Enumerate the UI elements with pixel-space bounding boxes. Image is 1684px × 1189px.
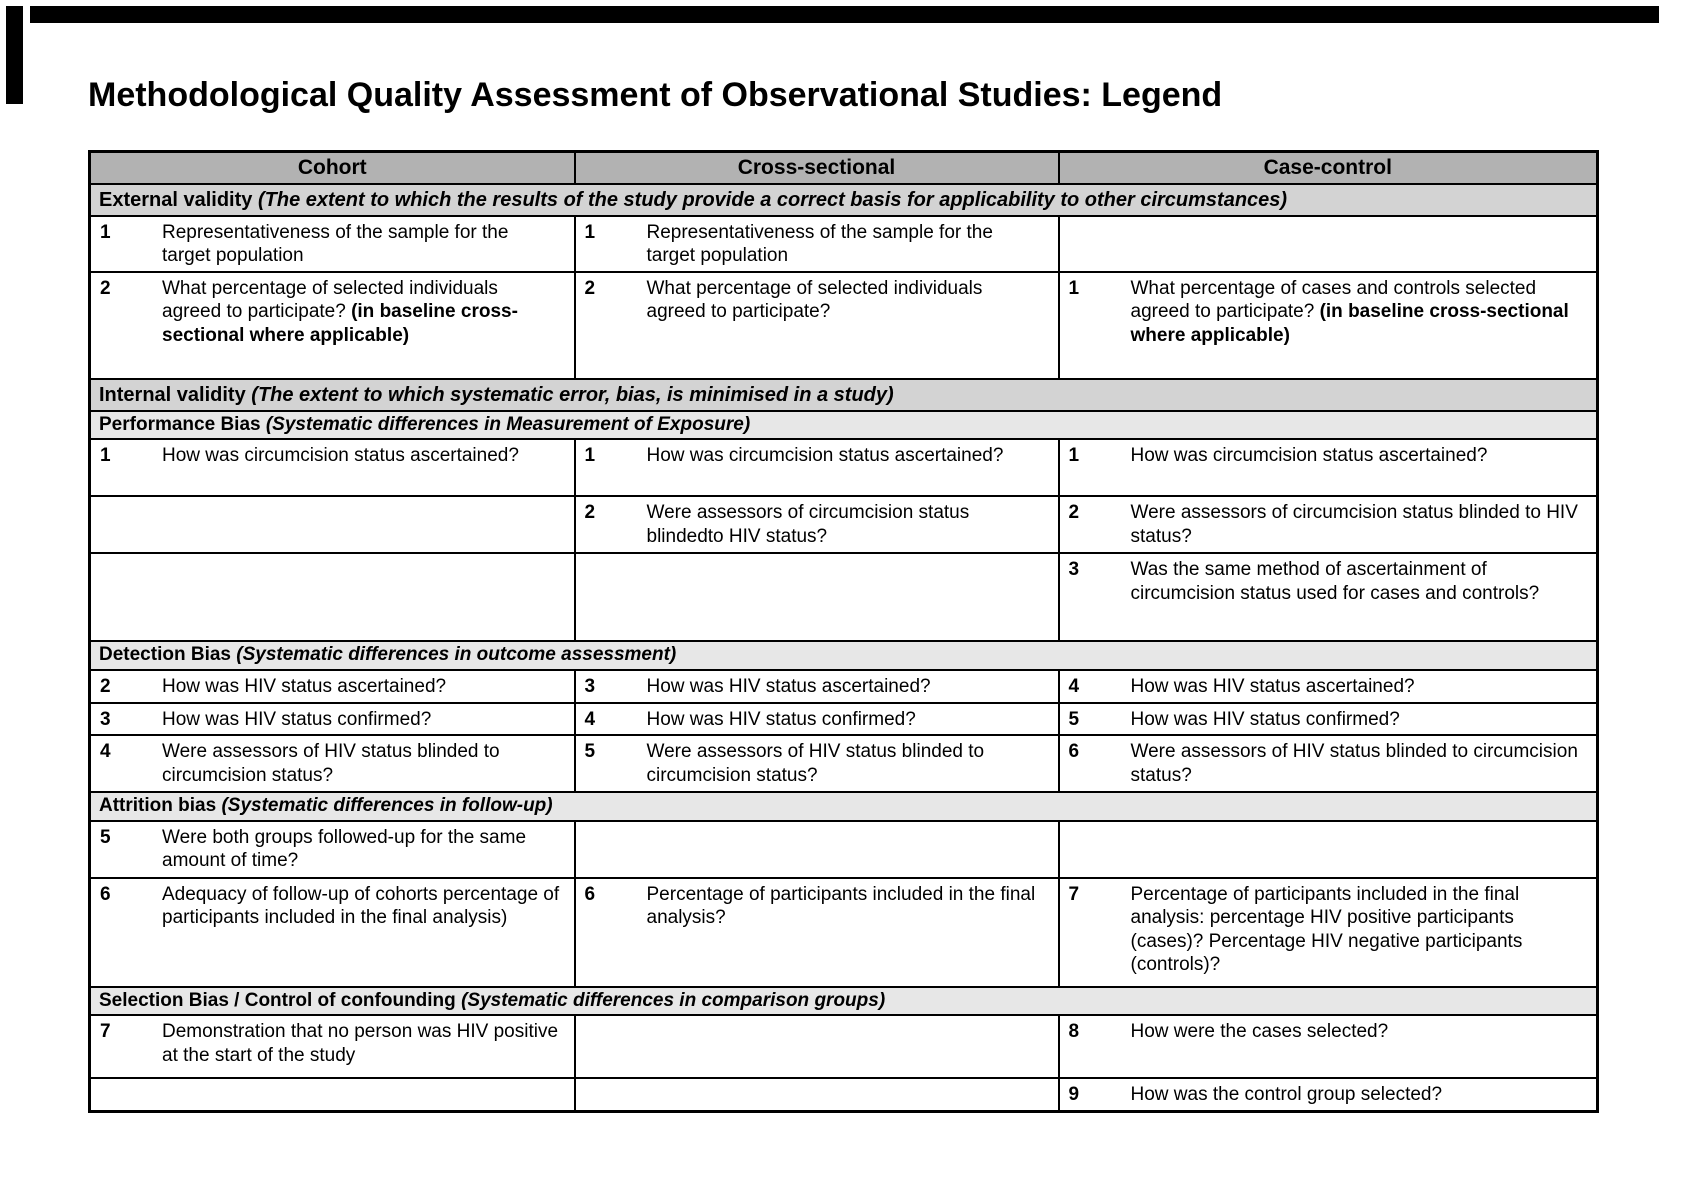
item-number: 1 <box>584 445 596 467</box>
item-number: 3 <box>1068 559 1080 581</box>
page-title: Methodological Quality Assessment of Observational Studies: Legend <box>88 76 1223 114</box>
item-text: How was HIV status ascertained? <box>1130 675 1415 697</box>
item-text: How were the cases selected? <box>1130 1021 1389 1043</box>
item-text: How was HIV status ascertained? <box>646 675 931 697</box>
table-row <box>90 496 1598 553</box>
item-text: Were both groups followed-up for the same amount of time? <box>162 826 527 872</box>
section-description: (Systematic differences in outcome assessment) <box>236 644 677 666</box>
item-number: 1 <box>100 445 111 467</box>
section-description: (Systematic differences in Measurement of Exposure) <box>265 413 751 435</box>
item-number: 3 <box>100 708 111 730</box>
table-cell <box>1059 216 1598 272</box>
table-cell <box>1059 703 1598 736</box>
item-number: 4 <box>100 741 111 763</box>
item-number: 9 <box>1068 1084 1080 1106</box>
item-text: What percentage of cases and controls selected agreed to participate? (in baseline cross-sectional where applicable) <box>1130 277 1569 346</box>
item-number: 1 <box>100 221 111 243</box>
item-number: 5 <box>100 826 111 848</box>
scan-artifact-top-bar <box>30 6 1659 23</box>
section-banner-attrition-bias <box>90 792 1598 821</box>
item-text: Was the same method of ascertainment of circumcision status used for cases and controls? <box>1130 559 1540 604</box>
item-text: Were assessors of circumcision status blindedto HIV status? <box>646 502 970 547</box>
item-number: 2 <box>1068 502 1080 524</box>
item-text: How was circumcision status ascertained? <box>162 445 519 467</box>
table-cell <box>90 439 575 496</box>
item-number: 1 <box>1068 277 1080 299</box>
table-cell <box>575 216 1059 272</box>
item-number: 4 <box>584 708 596 730</box>
section-label: External validity <box>99 188 253 211</box>
table-cell <box>575 821 1059 878</box>
item-text: Percentage of participants included in the final analysis? <box>646 883 1036 929</box>
table-row <box>90 670 1598 703</box>
table-cell <box>90 553 575 641</box>
table-cell <box>1059 1078 1598 1111</box>
table-row <box>90 703 1598 736</box>
item-number: 6 <box>100 883 111 905</box>
table-row <box>90 735 1598 792</box>
table-row <box>90 216 1598 272</box>
table-cell <box>575 735 1059 792</box>
section-description: (The extent to which the results of the study provide a correct basis for applicability to other circumstances) <box>257 188 1288 211</box>
section-banner-detection-bias <box>90 641 1598 670</box>
column-header-cross-sectional: Cross-sectional <box>575 152 1059 184</box>
table-row <box>90 878 1598 987</box>
table-cell <box>90 496 575 553</box>
item-text: Were assessors of circumcision status blinded to HIV status? <box>1130 502 1578 547</box>
section-row-internal-validity <box>90 379 1598 411</box>
table-cell <box>575 1015 1059 1078</box>
table-cell <box>90 670 575 703</box>
section-label: Detection Bias <box>99 644 231 666</box>
item-text: What percentage of selected individuals agreed to participate? <box>646 277 983 323</box>
table-cell <box>1059 272 1598 379</box>
table-cell <box>1059 670 1598 703</box>
item-text: How was the control group selected? <box>1130 1084 1443 1106</box>
table-cell <box>575 670 1059 703</box>
item-text: What percentage of selected individuals agreed to participate? (in baseline cross-sectional where applicable) <box>162 277 518 346</box>
section-label: Performance Bias <box>99 413 261 435</box>
table-cell <box>90 272 575 379</box>
section-banner-selection-bias <box>90 987 1598 1016</box>
table-row <box>90 272 1598 379</box>
item-number: 6 <box>1068 741 1080 763</box>
item-text: How was HIV status confirmed? <box>162 708 432 730</box>
section-row-selection-bias <box>90 987 1598 1016</box>
item-number: 5 <box>1068 708 1080 730</box>
column-header-cohort: Cohort <box>90 152 575 184</box>
table-cell <box>575 878 1059 987</box>
item-number: 1 <box>584 221 596 243</box>
section-description: (Systematic differences in comparison groups) <box>461 989 886 1011</box>
table-cell <box>90 1078 575 1111</box>
section-row-attrition-bias <box>90 792 1598 821</box>
item-text: How was HIV status ascertained? <box>162 675 447 697</box>
section-label: Attrition bias <box>99 795 217 817</box>
item-number: 8 <box>1068 1021 1080 1043</box>
section-banner-performance-bias <box>90 411 1598 440</box>
table-cell <box>575 553 1059 641</box>
table-cell <box>90 216 575 272</box>
item-text: Representativeness of the sample for the target population <box>646 221 993 267</box>
table-cell <box>575 496 1059 553</box>
table-cell <box>1059 878 1598 987</box>
table-cell <box>90 821 575 878</box>
table-row <box>90 821 1598 878</box>
table-cell <box>575 1078 1059 1111</box>
item-text: Were assessors of HIV status blinded to circumcision status? <box>646 741 985 786</box>
item-text: Were assessors of HIV status blinded to circumcision status? <box>1130 741 1578 786</box>
section-row-detection-bias <box>90 641 1598 670</box>
table-cell <box>1059 553 1598 641</box>
scan-artifact-left-bar <box>6 6 23 104</box>
table-row <box>90 439 1598 496</box>
item-text: How was HIV status confirmed? <box>646 708 916 730</box>
table-cell <box>90 878 575 987</box>
item-text: How was circumcision status ascertained? <box>1130 445 1488 467</box>
item-text: Representativeness of the sample for the target population <box>162 221 509 267</box>
table-cell <box>1059 496 1598 553</box>
table-row <box>90 1078 1598 1111</box>
table-cell <box>90 735 575 792</box>
section-description: (The extent to which systematic error, bias, is minimised in a study) <box>251 383 894 406</box>
column-header-row <box>90 152 1598 184</box>
item-number: 2 <box>584 277 596 299</box>
item-text: Were assessors of HIV status blinded to circumcision status? <box>162 741 500 786</box>
table-cell <box>575 439 1059 496</box>
item-number: 7 <box>1068 883 1080 905</box>
section-row-external-validity <box>90 184 1598 216</box>
item-text: Demonstration that no person was HIV positive at the start of the study <box>162 1021 559 1066</box>
item-text: Percentage of participants included in the final analysis: percentage HIV positive participants (cases)? Percentage HIV negative participants (controls)? <box>1130 883 1523 976</box>
item-text: How was HIV status confirmed? <box>1130 708 1400 730</box>
table-cell <box>1059 439 1598 496</box>
table-row <box>90 553 1598 641</box>
table-cell <box>1059 735 1598 792</box>
item-number: 1 <box>1068 445 1080 467</box>
section-description: (Systematic differences in follow-up) <box>221 795 553 817</box>
section-label: Selection Bias / Control of confounding <box>99 989 456 1011</box>
item-number: 2 <box>100 277 111 299</box>
section-banner-external-validity <box>90 184 1598 216</box>
table-cell <box>1059 821 1598 878</box>
item-number: 5 <box>584 741 596 763</box>
table-cell <box>575 272 1059 379</box>
table-cell <box>1059 1015 1598 1078</box>
item-number: 4 <box>1068 675 1080 697</box>
table-row <box>90 1015 1598 1078</box>
legend-table <box>88 150 1599 1113</box>
item-number: 2 <box>100 675 111 697</box>
section-label: Internal validity <box>99 383 246 406</box>
item-number: 6 <box>584 883 596 905</box>
section-banner-internal-validity <box>90 379 1598 411</box>
item-text: Adequacy of follow-up of cohorts percentage of participants included in the final analysis) <box>162 883 560 929</box>
item-text: How was circumcision status ascertained? <box>646 445 1004 467</box>
table-cell <box>575 703 1059 736</box>
table-cell <box>90 1015 575 1078</box>
section-row-performance-bias <box>90 411 1598 440</box>
item-number: 3 <box>584 675 596 697</box>
column-header-case-control: Case-control <box>1059 152 1598 184</box>
item-number: 2 <box>584 502 596 524</box>
item-number: 7 <box>100 1021 111 1043</box>
table-cell <box>90 703 575 736</box>
